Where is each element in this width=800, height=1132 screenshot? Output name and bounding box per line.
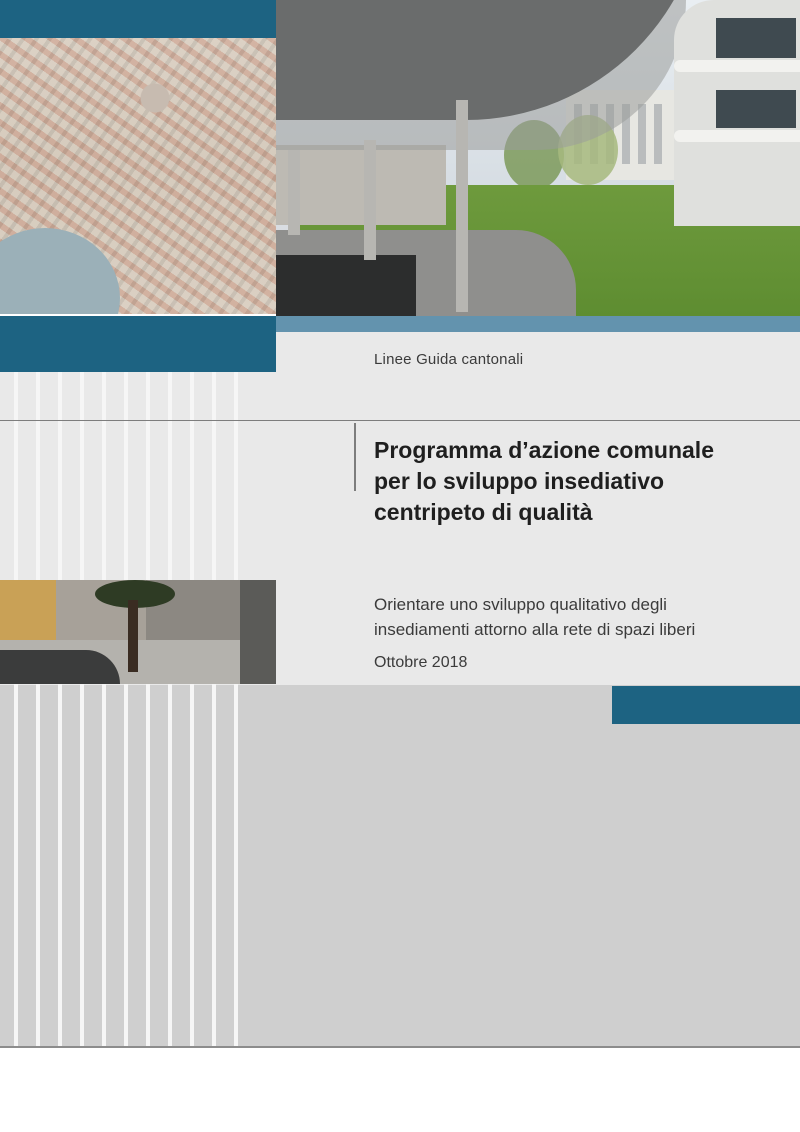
vertical-stripes — [0, 372, 252, 1048]
horizontal-divider — [0, 420, 800, 421]
document-subtitle — [374, 592, 794, 642]
light-blue-band — [276, 316, 800, 332]
pillar — [456, 100, 468, 312]
balcony — [674, 130, 800, 142]
series-label: Linee Guida cantonali — [374, 351, 524, 368]
title-line: Programma d’azione comunale — [374, 437, 714, 463]
courtyard-photo — [276, 0, 800, 316]
tree-trunk — [128, 600, 138, 672]
window — [716, 90, 796, 128]
aerial-city-photo — [0, 38, 276, 314]
subtitle-line: Orientare uno sviluppo qualitativo degli — [374, 595, 667, 614]
top-left-blue-band — [0, 0, 276, 38]
vertical-divider — [354, 423, 356, 491]
window — [716, 18, 796, 58]
stone-wall — [240, 580, 276, 684]
pillar — [288, 150, 300, 235]
shadow-area — [276, 255, 416, 316]
balcony — [674, 60, 800, 72]
road — [0, 650, 120, 684]
photo-veil — [0, 38, 276, 314]
publication-date: Ottobre 2018 — [374, 654, 468, 671]
pillar — [364, 140, 376, 260]
title-line: centripeto di qualità — [374, 499, 593, 525]
left-blue-band — [0, 316, 276, 372]
pavilion — [276, 145, 446, 225]
title-line: per lo sviluppo insediativo — [374, 468, 665, 494]
accent-blue-band — [612, 686, 800, 724]
bottom-rule — [0, 1046, 800, 1048]
piazza-photo — [0, 580, 276, 684]
subtitle-line: insediamenti attorno alla rete di spazi liberi — [374, 620, 696, 639]
document-title — [374, 435, 774, 528]
